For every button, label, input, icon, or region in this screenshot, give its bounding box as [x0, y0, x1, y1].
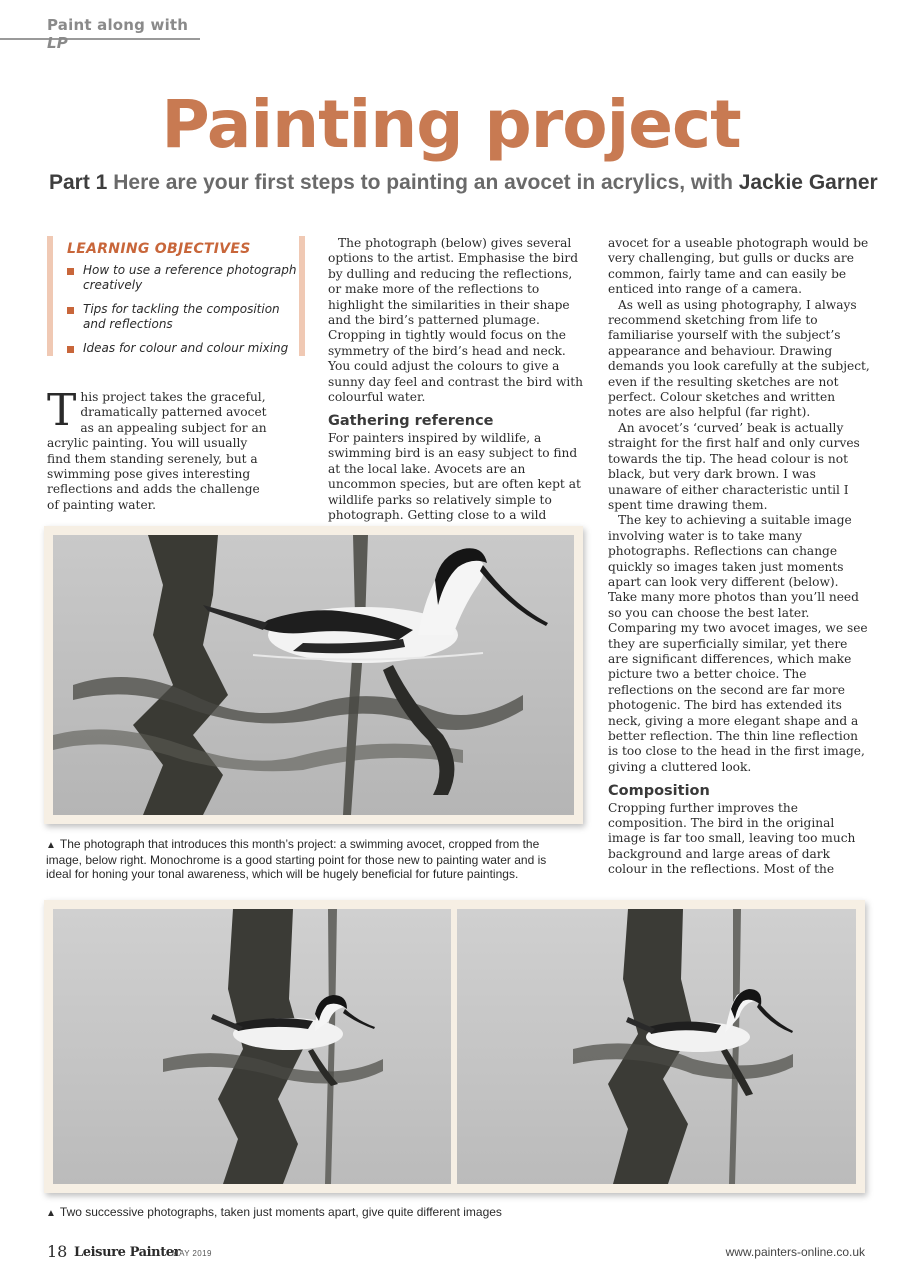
objectives-list: [67, 263, 299, 356]
intro-text: his project takes the graceful, dramatically patterned avocet as an appealing subject for an acrylic painting. You will usually find them standing serenely, but a swimming pose gives interesting reflections and adds the challenge of painting water.: [47, 390, 267, 512]
avocet-photo-right: [457, 909, 856, 1184]
caption-text: The photograph that introduces this month’s project: a swimming avocet, cropped from the image, below right. Monochrome is a good starting point for those new to painting water and is ideal for honing your tonal awareness, which will be hugely beneficial for future paintings.: [46, 837, 547, 881]
photo-pair-caption: [46, 1205, 646, 1221]
objective-item: Tips for tackling the composition and reflections: [67, 302, 299, 332]
learning-objectives-box: [47, 236, 305, 356]
subtitle-author: Jackie Garner: [738, 171, 878, 194]
subtitle-part: Part 1: [49, 171, 108, 194]
issue-date: MAY 2019: [172, 1249, 212, 1258]
intro-paragraph: [47, 385, 272, 513]
subtitle-text: Here are your first steps to painting an avocet in acrylics, with: [113, 171, 733, 194]
section-heading-gathering-reference: Gathering reference: [328, 413, 494, 430]
page-footer: [0, 1240, 902, 1264]
caption-triangle-icon: ▲: [46, 1208, 56, 1219]
objectives-heading: LEARNING OBJECTIVES: [67, 241, 251, 257]
paragraph: Cropping further improves the composition. The bird in the original image is far too small, leaving too much background and large areas of dark colour in the reflections. Most of the: [608, 800, 856, 877]
caption-text: Two successive photographs, taken just moments apart, give quite different images: [59, 1205, 502, 1219]
section-heading-composition: Composition: [608, 783, 710, 800]
objective-item: How to use a reference photograph creatively: [67, 263, 299, 293]
running-head: [0, 14, 200, 52]
website-link[interactable]: www.painters-online.co.uk: [725, 1245, 865, 1259]
paragraph: avocet for a useable photograph would be very challenging, but gulls or ducks are common, fairly tame and can easily be enticed into range of a camera.: [608, 236, 869, 297]
paragraph: For painters inspired by wildlife, a swimming bird is an easy subject to find at the local lake. Avocets are an uncommon species, but are often kept at wildlife parks so relatively simple to photograph. Getting close to a wild: [328, 430, 581, 522]
page-title: Painting project: [161, 86, 741, 163]
running-head-text: [47, 16, 200, 52]
objective-item: Ideas for colour and colour mixing: [67, 341, 299, 356]
magazine-logo: Leisure Painter: [74, 1245, 181, 1260]
avocet-photo-left: [53, 909, 451, 1184]
avocet-photograph: [53, 535, 574, 815]
running-head-prefix: Paint along with: [47, 16, 189, 34]
subtitle: [49, 171, 879, 195]
column-2: [328, 236, 588, 523]
caption-triangle-icon: ▲: [46, 840, 56, 851]
paragraph: An avocet’s ‘curved’ beak is actually straight for the first half and only curves towards the tip. The head colour is not black, but very dark brown. I was unaware of either characteristic until I spent time drawing them.: [608, 420, 860, 512]
drop-cap: T: [47, 385, 77, 436]
page-number: 18: [47, 1242, 68, 1261]
avocet-photo-pair-frame: [44, 900, 865, 1193]
avocet-photo-pair: [53, 909, 856, 1184]
paragraph: As well as using photography, I always recommend sketching from life to familiarise yourself with the subject’s appearance and behaviour. Drawing demands you look carefully at the subject, even if the resulting sketches are not perfect. Colour sketches and written notes are also helpful (far right).: [608, 297, 870, 420]
main-photo-caption: [46, 837, 566, 881]
paragraph: The key to achieving a suitable image involving water is to take many photographs. Reflections can change quickly so images taken just moments apart can look very different (below). Take many more photos than you’ll need so you can choose the best later. Comparing my two avocet images, we see they are superficially similar, yet there are significant differences, which make picture two a better choice. The reflections on the second are far more photogenic. The bird has extended its neck, giving a more elegant shape and a better reflection. The thin line reflection is too close to the head in the first image, giving a cluttered look.: [608, 513, 868, 774]
running-head-suffix: LP: [47, 34, 68, 52]
main-avocet-photo-frame: [44, 526, 583, 824]
column-3: [608, 236, 870, 878]
paragraph: The photograph (below) gives several options to the artist. Emphasise the bird by dulling and reducing the reflections, or make more of the reflections to highlight the similarities in their shape and the bird’s patterned plumage. Cropping in tightly would focus on the symmetry of the bird’s head and neck. You could adjust the colours to give a sunny day feel and contrast the bird with colourful water.: [328, 236, 584, 405]
column-1: [47, 385, 272, 513]
